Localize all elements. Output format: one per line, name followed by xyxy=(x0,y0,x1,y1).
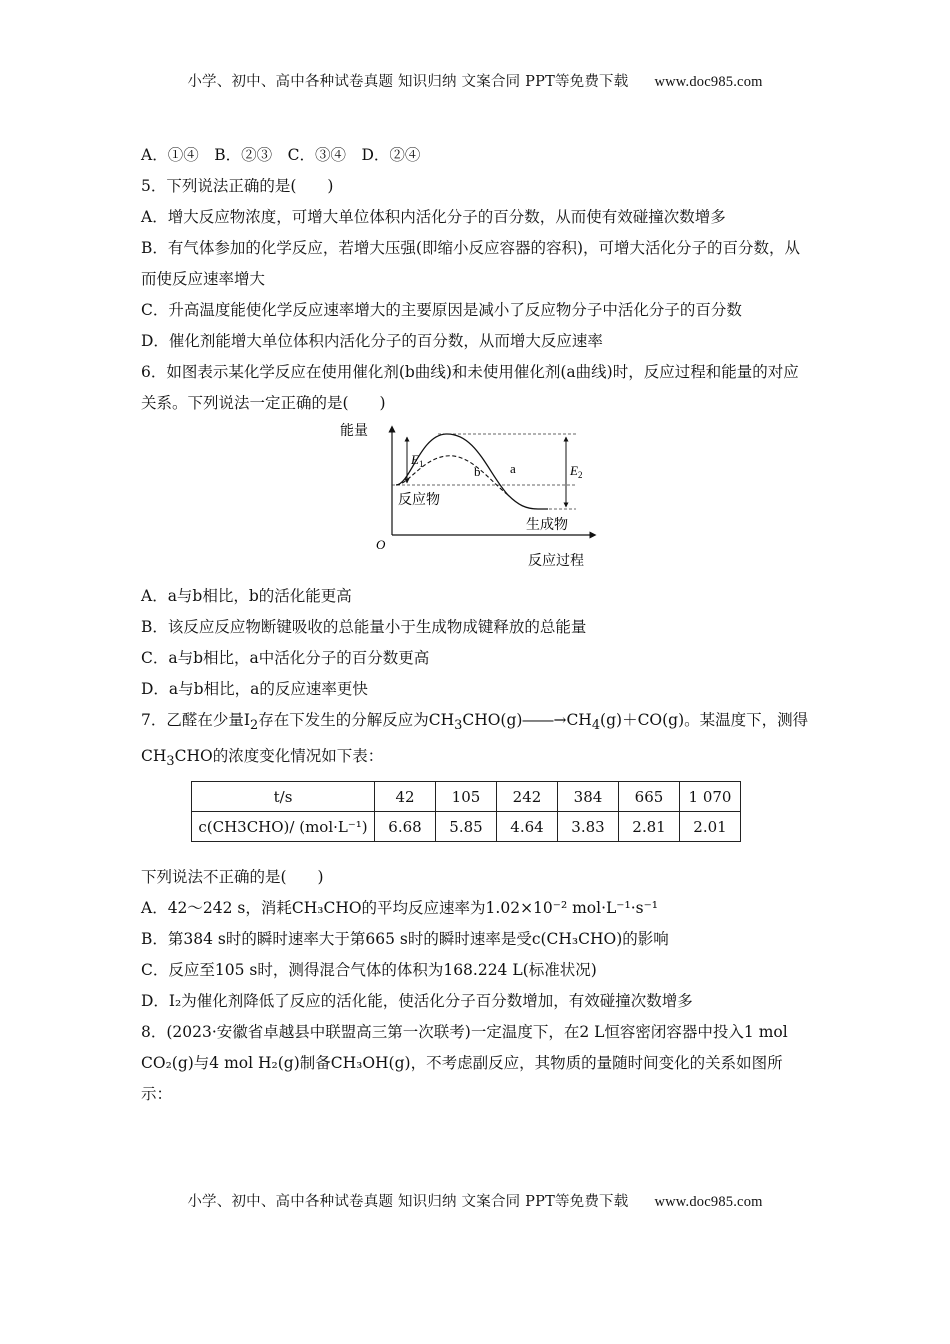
header-site: www.doc985.com xyxy=(654,74,763,90)
footer-text: 小学、初中、高中各种试卷真题 知识归纳 文案合同 PPT等免费下载 xyxy=(187,1194,629,1210)
e2-label: $E_2$ xyxy=(570,463,583,480)
page-footer xyxy=(0,1190,950,1211)
table-cell: 4.64 xyxy=(497,812,558,842)
page-content xyxy=(141,140,813,1110)
q4-options: A．①④ B．②③ C．③④ D．②④ xyxy=(141,146,421,164)
q5-option-d: D．催化剂能增大单位体积内活化分子的百分数，从而增大反应速率 xyxy=(141,332,603,350)
q5-stem: 5．下列说法正确的是( ) xyxy=(141,177,334,195)
q6-option-d: D．a与b相比，a的反应速率更快 xyxy=(141,680,368,698)
q5-option-a: A．增大反应物浓度，可增大单位体积内活化分子的百分数，从而使有效碰撞次数增多 xyxy=(141,208,726,226)
table-cell: 665 xyxy=(619,782,680,812)
q7-option-b: B．第384 s时的瞬时速率大于第665 s时的瞬时速率是受c(CH₃CHO)的影响 xyxy=(141,930,669,949)
energy-diagram-svg xyxy=(340,423,608,573)
q5-option-b: B．有气体参加的化学反应，若增大压强(即缩小反应容器的容积)，可增大活化分子的百分数，从而使反应速率增大 xyxy=(141,239,800,288)
footer-site: www.doc985.com xyxy=(654,1194,763,1210)
e1-label: $E_1$ xyxy=(411,452,424,469)
origin-label: O xyxy=(376,537,386,552)
q7-option-c: C．反应至105 s时，测得混合气体的体积为168.224 L(标准状况) xyxy=(141,961,597,980)
product-label: 生成物 xyxy=(526,517,568,533)
table-row xyxy=(192,812,741,842)
q6-option-b: B．该反应反应物断键吸收的总能量小于生成物成键释放的总能量 xyxy=(141,618,587,636)
table-cell: 2.81 xyxy=(619,812,680,842)
spacer xyxy=(141,842,813,862)
curve-a-label: a xyxy=(510,461,516,476)
reactant-label: 反应物 xyxy=(398,492,440,508)
table-cell: 2.01 xyxy=(680,812,741,842)
q7-option-d: D．I₂为催化剂降低了反应的活化能，使活化分子百分数增加，有效碰撞次数增多 xyxy=(141,992,693,1011)
table-cell: 105 xyxy=(436,782,497,812)
table-cell: 384 xyxy=(558,782,619,812)
q6-stem: 6．如图表示某化学反应在使用催化剂(b曲线)和未使用催化剂(a曲线)时，反应过程和能量的对应关系。下列说法一定正确的是( ) xyxy=(141,363,799,412)
table-cell: 6.68 xyxy=(375,812,436,842)
q7-stem: 7．乙醛在少量$I_2$存在下发生的分解反应为$CH_3CHO(g)――\to CH_4(g)+CO(g)$。某温度下，测得 xyxy=(141,711,809,734)
q7-option-a: A．42～242 s，消耗CH₃CHO的平均反应速率为1.02×10⁻² mol·L⁻¹·s⁻¹ xyxy=(141,899,658,918)
y-axis-label: 能量 xyxy=(340,423,368,439)
table-cell: 3.83 xyxy=(558,812,619,842)
x-axis-label: 反应过程 xyxy=(528,553,584,569)
page-header xyxy=(0,70,950,91)
table-header-c: c(CH3CHO)/ (mol·L⁻¹) xyxy=(192,812,375,842)
curve-b-label: b xyxy=(474,464,481,479)
q6-option-a: A．a与b相比，b的活化能更高 xyxy=(141,587,352,605)
concentration-table xyxy=(191,781,741,842)
q8-text: 8．(2023·安徽省卓越县中联盟高三第一次联考)一定温度下，在2 L恒容密闭容器中投入1 mol CO₂(g)与4 mol H₂(g)制备CH₃OH(g)，不考虑副反应，其物质的量随时间变化的关系如图所示： xyxy=(141,1023,788,1104)
table-cell: 242 xyxy=(497,782,558,812)
q7-stem-line2: $CH_3CHO$的浓度变化情况如下表： xyxy=(141,747,384,770)
table-cell: 42 xyxy=(375,782,436,812)
header-text: 小学、初中、高中各种试卷真题 知识归纳 文案合同 PPT等免费下载 xyxy=(187,74,629,90)
table-cell: 1 070 xyxy=(680,782,741,812)
table-cell: 5.85 xyxy=(436,812,497,842)
table-row xyxy=(192,782,741,812)
q5-option-c: C．升高温度能使化学反应速率增大的主要原因是减小了反应物分子中活化分子的百分数 xyxy=(141,301,742,319)
energy-diagram xyxy=(141,423,813,575)
q7-ask: 下列说法不正确的是( ) xyxy=(141,868,324,887)
table-header-t: t/s xyxy=(192,782,375,812)
q6-option-c: C．a与b相比，a中活化分子的百分数更高 xyxy=(141,649,430,667)
